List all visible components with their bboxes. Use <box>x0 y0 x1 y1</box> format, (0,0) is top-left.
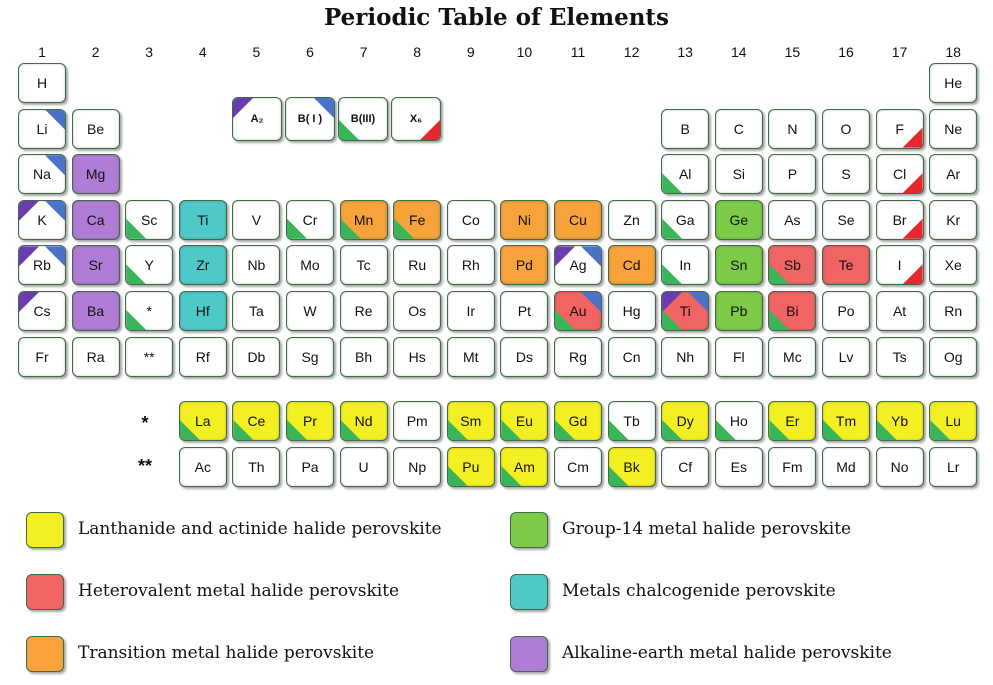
element-symbol: Pr <box>303 413 317 429</box>
element-symbol: P <box>787 166 798 183</box>
element-symbol: Y <box>144 257 154 274</box>
element-symbol: Bh <box>355 348 373 365</box>
element-cell <box>447 291 495 331</box>
element-symbol: Ra <box>86 348 105 365</box>
element-cell <box>393 291 441 331</box>
element-cell <box>72 200 120 240</box>
element-cell <box>393 401 441 441</box>
element-symbol: Nb <box>247 257 266 274</box>
element-cell <box>822 200 870 240</box>
element-symbol: Tc <box>356 257 371 274</box>
element-cell <box>340 337 388 377</box>
element-cell <box>876 291 924 331</box>
element-symbol: C <box>733 120 744 137</box>
element-symbol: Ge <box>729 211 749 228</box>
element-symbol: Dy <box>676 413 694 429</box>
legend-label: Transition metal halide perovskite <box>78 643 375 663</box>
legend-swatch <box>26 636 64 672</box>
element-cell <box>125 291 173 331</box>
element-cell <box>929 337 977 377</box>
element-symbol: F <box>895 120 904 137</box>
group-number: 15 <box>784 44 801 60</box>
element-symbol: Pd <box>515 257 533 274</box>
element-symbol: Fe <box>409 211 426 228</box>
element-symbol: Mo <box>300 257 320 274</box>
element-symbol: Ti <box>197 211 209 228</box>
element-cell <box>929 447 977 487</box>
element-symbol: Am <box>513 459 535 475</box>
element-symbol: Cu <box>569 211 587 228</box>
element-cell <box>179 200 227 240</box>
element-symbol: Gd <box>568 413 588 429</box>
element-symbol: Os <box>408 303 427 319</box>
element-symbol: Th <box>248 459 265 475</box>
element-symbol: Al <box>678 166 692 183</box>
element-cell <box>876 401 924 441</box>
element-symbol: B( I ) <box>297 113 323 125</box>
element-symbol: Sm <box>460 413 482 429</box>
group-number: 5 <box>252 44 261 60</box>
element-symbol: * <box>146 303 152 319</box>
element-cell <box>72 245 120 285</box>
element-cell <box>500 200 548 240</box>
element-symbol: No <box>890 459 909 475</box>
element-cell <box>393 200 441 240</box>
element-cell <box>72 109 120 149</box>
element-cell <box>768 337 816 377</box>
element-symbol: Np <box>408 459 427 475</box>
element-cell <box>929 401 977 441</box>
element-cell <box>72 291 120 331</box>
element-symbol: Ta <box>248 303 264 319</box>
element-symbol: Bk <box>623 459 640 475</box>
element-cell <box>18 200 66 240</box>
group-number: 17 <box>891 44 908 60</box>
element-cell <box>18 63 66 103</box>
element-symbol: Rh <box>461 257 480 274</box>
element-symbol: As <box>784 211 801 228</box>
group-number: 7 <box>359 44 368 60</box>
element-cell <box>715 109 763 149</box>
element-symbol: Cl <box>892 166 907 183</box>
group-number: 4 <box>198 44 207 60</box>
element-symbol: H <box>36 75 48 91</box>
element-symbol: Li <box>36 120 48 137</box>
element-cell <box>232 337 280 377</box>
element-cell <box>125 200 173 240</box>
element-symbol: Sn <box>730 257 748 274</box>
element-symbol: Sc <box>141 211 158 228</box>
group-number: 2 <box>91 44 100 60</box>
element-symbol: Be <box>87 120 105 137</box>
element-cell <box>876 200 924 240</box>
element-cell <box>72 154 120 194</box>
site-key-box <box>232 97 282 141</box>
element-cell <box>876 245 924 285</box>
element-cell <box>554 337 602 377</box>
element-cell <box>768 447 816 487</box>
element-cell <box>876 154 924 194</box>
element-cell <box>232 200 280 240</box>
element-symbol: Cf <box>678 459 693 475</box>
element-cell <box>929 245 977 285</box>
element-cell <box>340 447 388 487</box>
element-symbol: Sg <box>301 348 319 365</box>
element-cell <box>18 154 66 194</box>
element-symbol: Te <box>838 257 854 274</box>
group-number: 3 <box>145 44 154 60</box>
element-cell <box>768 291 816 331</box>
element-cell <box>608 337 656 377</box>
element-cell <box>286 337 334 377</box>
element-symbol: Rn <box>944 303 963 319</box>
element-symbol: Er <box>785 413 800 429</box>
element-symbol: La <box>195 413 211 429</box>
group-number: 16 <box>838 44 854 60</box>
group-number: 14 <box>731 44 747 60</box>
element-cell <box>340 291 388 331</box>
element-cell <box>18 109 66 149</box>
element-symbol: Cd <box>622 257 641 274</box>
element-symbol: Ce <box>247 413 266 429</box>
element-cell <box>393 245 441 285</box>
element-cell <box>179 337 227 377</box>
element-symbol: V <box>251 211 262 228</box>
element-cell <box>661 109 709 149</box>
element-symbol: At <box>892 303 907 319</box>
element-symbol: Pa <box>301 459 319 475</box>
element-symbol: X₆ <box>409 113 423 125</box>
element-cell <box>715 200 763 240</box>
element-cell <box>822 154 870 194</box>
element-symbol: Ar <box>946 166 961 183</box>
element-symbol: Sr <box>88 257 103 274</box>
element-cell <box>715 337 763 377</box>
legend-label: Alkaline-earth metal halide perovskite <box>562 643 892 663</box>
element-symbol: Pb <box>730 303 748 319</box>
element-cell <box>286 245 334 285</box>
element-cell <box>822 291 870 331</box>
element-cell <box>661 447 709 487</box>
element-cell <box>929 200 977 240</box>
element-symbol: Ba <box>87 303 105 319</box>
element-cell <box>876 337 924 377</box>
element-cell <box>661 154 709 194</box>
legend-swatch <box>510 512 548 548</box>
element-cell <box>447 200 495 240</box>
element-symbol: Mt <box>463 348 479 365</box>
element-cell <box>876 447 924 487</box>
legend-swatch <box>510 574 548 610</box>
element-cell <box>125 337 173 377</box>
element-cell <box>554 200 602 240</box>
element-cell <box>822 447 870 487</box>
element-cell <box>715 401 763 441</box>
element-cell <box>500 245 548 285</box>
site-key-box <box>391 97 441 141</box>
element-symbol: Ru <box>408 257 427 274</box>
element-cell <box>929 63 977 103</box>
element-cell <box>768 154 816 194</box>
element-cell <box>661 245 709 285</box>
element-cell <box>500 401 548 441</box>
element-cell <box>768 401 816 441</box>
element-symbol: Co <box>461 211 480 228</box>
legend-label: Heterovalent metal halide perovskite <box>78 581 400 601</box>
element-symbol: Nd <box>354 413 373 429</box>
element-symbol: Rb <box>33 257 51 274</box>
element-cell <box>232 291 280 331</box>
actinide-row-marker: ** <box>137 456 152 476</box>
element-symbol: Zr <box>196 257 210 274</box>
element-symbol: Ho <box>729 413 748 429</box>
element-symbol: Mg <box>85 166 106 183</box>
element-symbol: Fr <box>35 348 49 365</box>
element-symbol: Re <box>354 303 373 319</box>
element-cell <box>18 245 66 285</box>
element-symbol: Pt <box>517 303 531 319</box>
group-number: 8 <box>413 44 422 60</box>
element-cell <box>876 109 924 149</box>
element-symbol: Tm <box>835 413 857 429</box>
element-symbol: Ts <box>892 348 907 365</box>
element-cell <box>72 337 120 377</box>
element-cell <box>554 447 602 487</box>
element-symbol: ** <box>143 348 155 365</box>
element-cell <box>822 109 870 149</box>
element-cell <box>768 245 816 285</box>
legend-swatch <box>26 574 64 610</box>
element-cell <box>286 401 334 441</box>
element-cell <box>822 245 870 285</box>
element-cell <box>393 447 441 487</box>
group-number: 10 <box>516 44 533 60</box>
element-symbol: Ag <box>569 257 587 274</box>
element-symbol: Rf <box>195 348 210 365</box>
element-symbol: Hg <box>622 303 641 319</box>
element-cell <box>768 200 816 240</box>
element-symbol: S <box>841 166 851 183</box>
element-cell <box>715 447 763 487</box>
element-cell <box>447 245 495 285</box>
element-symbol: Pm <box>406 413 428 429</box>
element-cell <box>286 291 334 331</box>
element-cell <box>661 401 709 441</box>
legend-swatch <box>510 636 548 672</box>
element-cell <box>18 337 66 377</box>
element-symbol: Mc <box>783 348 802 365</box>
element-symbol: He <box>944 75 963 91</box>
element-symbol: Ac <box>194 459 211 475</box>
element-cell <box>447 401 495 441</box>
element-symbol: Se <box>837 211 855 228</box>
element-symbol: Es <box>730 459 747 475</box>
element-symbol: Sb <box>783 257 801 274</box>
element-cell <box>232 401 280 441</box>
element-cell <box>554 245 602 285</box>
element-cell <box>447 337 495 377</box>
element-cell <box>715 291 763 331</box>
element-symbol: Ga <box>675 211 695 228</box>
group-number: 13 <box>677 44 693 60</box>
element-cell <box>340 200 388 240</box>
element-symbol: B <box>680 120 690 137</box>
element-symbol: Au <box>569 303 587 319</box>
element-cell <box>125 245 173 285</box>
element-cell <box>179 291 227 331</box>
element-symbol: Ca <box>86 211 105 228</box>
element-symbol: Si <box>732 166 746 183</box>
element-cell <box>500 447 548 487</box>
element-symbol: Rg <box>569 348 587 365</box>
element-cell <box>179 245 227 285</box>
element-symbol: K <box>37 211 47 228</box>
element-cell <box>715 154 763 194</box>
element-symbol: Pu <box>462 459 480 475</box>
element-symbol: Nh <box>676 348 695 365</box>
element-cell <box>661 200 709 240</box>
element-symbol: B(III) <box>350 113 376 125</box>
element-cell <box>608 245 656 285</box>
element-symbol: Hf <box>195 303 210 319</box>
element-symbol: Zn <box>623 211 640 228</box>
group-number: 1 <box>38 44 46 60</box>
element-symbol: Cn <box>622 348 641 365</box>
element-symbol: Ir <box>466 303 476 319</box>
element-cell <box>286 200 334 240</box>
group-number: 11 <box>570 44 586 60</box>
element-symbol: I <box>897 257 902 274</box>
element-symbol: In <box>679 257 692 274</box>
element-symbol: Ni <box>517 211 531 228</box>
element-symbol: U <box>358 459 369 475</box>
element-symbol: Kr <box>946 211 961 228</box>
element-cell <box>18 291 66 331</box>
element-cell <box>500 337 548 377</box>
element-cell <box>340 401 388 441</box>
element-cell <box>929 109 977 149</box>
group-number: 18 <box>945 44 961 60</box>
element-cell <box>929 291 977 331</box>
element-symbol: Mn <box>353 211 374 228</box>
element-cell <box>340 245 388 285</box>
lanthanide-row-marker: * <box>141 413 149 433</box>
element-symbol: Cr <box>302 211 318 228</box>
element-cell <box>179 447 227 487</box>
figure-title: Periodic Table of Elements <box>323 4 670 31</box>
element-symbol: Po <box>837 303 855 319</box>
element-symbol: Lr <box>946 459 960 475</box>
element-cell <box>232 447 280 487</box>
element-symbol: Br <box>892 211 907 228</box>
element-symbol: Fm <box>782 459 803 475</box>
element-symbol: O <box>840 120 852 137</box>
element-cell <box>715 245 763 285</box>
element-cell <box>608 200 656 240</box>
element-cell <box>554 401 602 441</box>
element-symbol: Db <box>247 348 266 365</box>
element-symbol: Ti <box>679 303 691 319</box>
element-cell <box>554 291 602 331</box>
element-symbol: Lv <box>838 348 854 365</box>
element-cell <box>447 447 495 487</box>
element-cell <box>393 337 441 377</box>
legend-label: Lanthanide and actinide halide perovskite <box>78 519 442 539</box>
element-symbol: Fl <box>732 348 745 365</box>
site-key-box <box>338 97 388 141</box>
legend-label: Group-14 metal halide perovskite <box>562 519 852 539</box>
legend-swatch <box>26 512 64 548</box>
element-symbol: Og <box>943 348 963 365</box>
group-number: 9 <box>466 44 475 60</box>
element-symbol: Bi <box>786 303 799 319</box>
element-symbol: Na <box>33 166 51 183</box>
group-number: 6 <box>306 44 314 60</box>
element-cell <box>232 245 280 285</box>
element-symbol: Hs <box>408 348 426 365</box>
element-symbol: Cm <box>567 459 589 475</box>
group-number: 12 <box>623 44 640 60</box>
element-symbol: N <box>787 120 798 137</box>
element-cell <box>661 337 709 377</box>
element-cell <box>286 447 334 487</box>
element-cell <box>608 401 656 441</box>
element-symbol: A₂ <box>250 113 264 125</box>
element-symbol: Eu <box>515 413 533 429</box>
element-cell <box>768 109 816 149</box>
element-symbol: Yb <box>891 413 909 429</box>
site-key-box <box>285 97 335 141</box>
element-symbol: Cs <box>33 303 51 319</box>
element-symbol: Lu <box>945 413 961 429</box>
element-cell <box>608 291 656 331</box>
element-cell <box>500 291 548 331</box>
element-symbol: Xe <box>944 257 962 274</box>
element-symbol: Ne <box>944 120 963 137</box>
legend-label: Metals chalcogenide perovskite <box>562 581 836 601</box>
element-cell <box>179 401 227 441</box>
element-symbol: Ds <box>515 348 533 365</box>
element-symbol: W <box>303 303 317 319</box>
element-cell <box>929 154 977 194</box>
element-symbol: Tb <box>623 413 640 429</box>
element-cell <box>661 291 709 331</box>
element-cell <box>822 337 870 377</box>
element-cell <box>822 401 870 441</box>
element-cell <box>608 447 656 487</box>
element-symbol: Md <box>836 459 856 475</box>
